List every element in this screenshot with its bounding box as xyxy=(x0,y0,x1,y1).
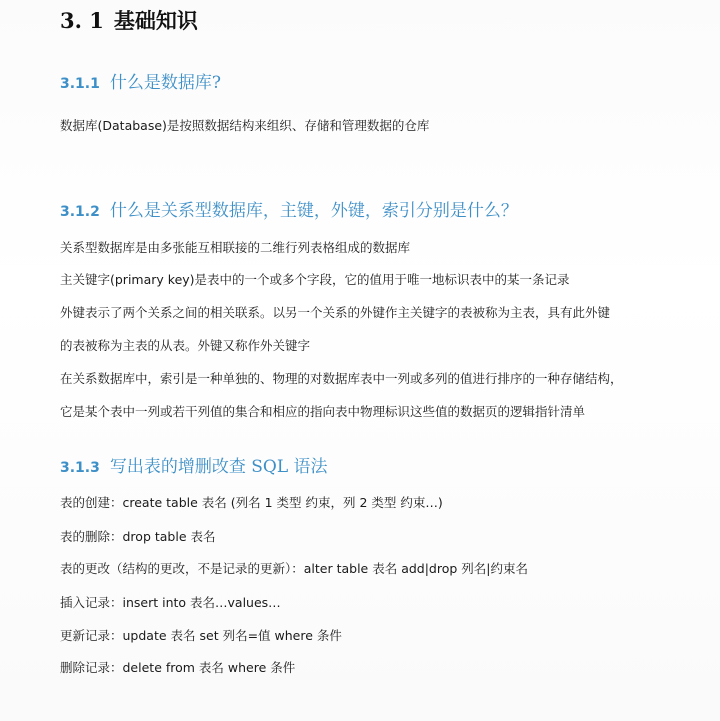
section-title: 基础知识 xyxy=(113,8,198,33)
subsection-number: 3.1.1 xyxy=(60,76,100,92)
paragraph-alter-table: 表的更改（结构的更改，不是记录的更新）：alter table 表名 add|drop 列名|约束名 xyxy=(60,561,529,576)
subsection-title: 什么是关系型数据库，主键，外键，索引分别是什么？ xyxy=(109,201,518,221)
subsection-title: 什么是数据库? xyxy=(109,73,221,93)
paragraph-update: 更新记录：update 表名 set 列名=值 where 条件 xyxy=(60,628,342,643)
paragraph-index-line1: 在关系数据库中，索引是一种单独的、物理的对数据库表中一列或多列的值进行排序的一种存储结构， xyxy=(60,371,623,386)
paragraph-foreign-key-line2: 的表被称为主表的从表。外键又称作外关键字 xyxy=(60,338,311,353)
paragraph-delete: 删除记录：delete from 表名 where 条件 xyxy=(60,660,296,675)
paragraph-create-table: 表的创建：create table 表名 (列名 1 类型 约束，列 2 类型 约束…) xyxy=(60,495,443,510)
paragraph-foreign-key-line1: 外键表示了两个关系之间的相关联系。以另一个关系的外键作主关键字的表被称为主表，具有此外键 xyxy=(60,305,611,320)
paragraph-drop-table: 表的删除：drop table 表名 xyxy=(60,529,216,544)
paragraph-primary-key: 主关键字(primary key)是表中的一个或多个字段，它的值用于唯一地标识表中的某一条记录 xyxy=(60,272,570,287)
section-number: 3. 1 xyxy=(60,8,104,33)
subsection-heading-3-1-3 xyxy=(60,452,328,477)
paragraph-insert: 插入记录：insert into 表名…values… xyxy=(60,595,281,610)
paragraph-index-line2: 它是某个表中一列或若干列值的集合和相应的指向表中物理标识这些值的数据页的逻辑指针清单 xyxy=(60,404,586,419)
subsection-heading-3-1-2 xyxy=(60,196,518,221)
subsection-heading-3-1-1 xyxy=(60,68,221,93)
subsection-number: 3.1.3 xyxy=(60,460,100,476)
subsection-number: 3.1.2 xyxy=(60,204,100,220)
paragraph-database-definition: 数据库(Database)是按照数据结构来组织、存储和管理数据的仓库 xyxy=(60,118,430,133)
section-heading xyxy=(60,5,198,35)
paragraph-relational-db: 关系型数据库是由多张能互相联接的二维行列表格组成的数据库 xyxy=(60,240,411,255)
subsection-title: 写出表的增删改查 SQL 语法 xyxy=(109,457,328,477)
